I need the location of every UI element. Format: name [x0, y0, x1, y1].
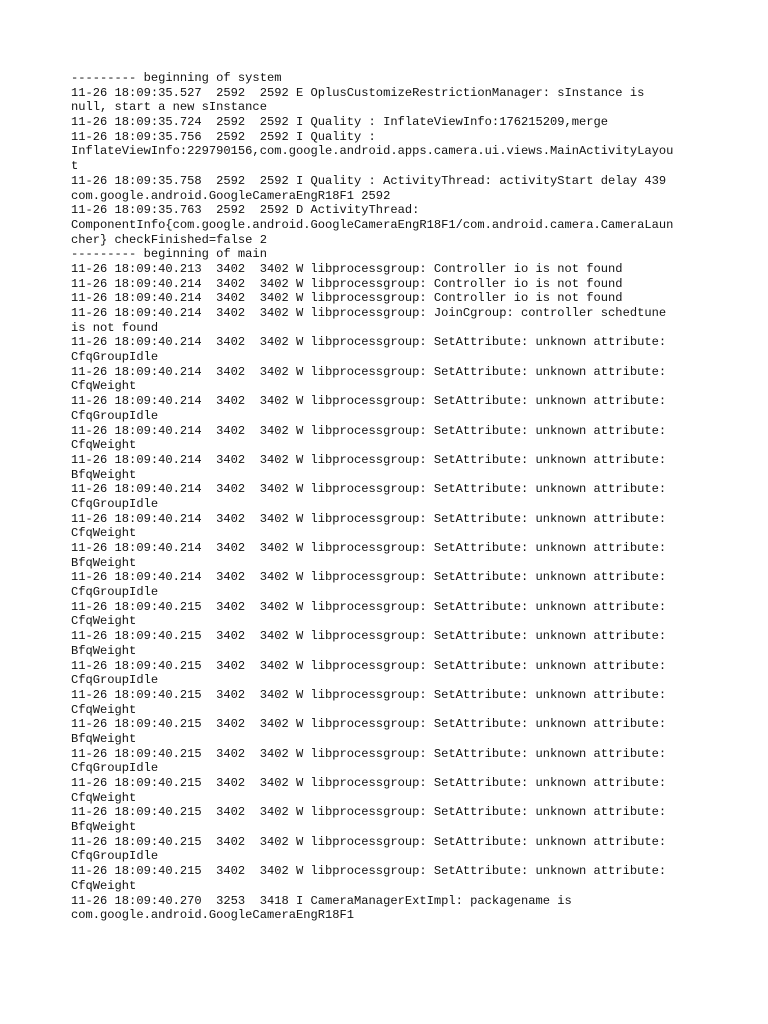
log-line: CfqWeight: [71, 614, 137, 629]
log-line: 11-26 18:09:40.214 3402 3402 W libprocessgroup: JoinCgroup: controller schedtune: [71, 306, 667, 320]
log-line: 11-26 18:09:35.763 2592 2592 D ActivityThread:: [71, 203, 420, 218]
log-line: 11-26 18:09:35.724 2592 2592 I Quality : InflateViewInfo:176215209,merge: [71, 115, 609, 130]
log-line: CfqGroupIdle: [71, 849, 159, 864]
log-line: 11-26 18:09:40.215 3402 3402 W libprocessgroup: SetAttribute: unknown attribute:: [71, 776, 667, 790]
log-line: 11-26 18:09:35.758 2592 2592 I Quality : ActivityThread: activityStart delay 439: [71, 173, 667, 188]
log-line: 11-26 18:09:40.214 3402 3402 W libprocessgroup: SetAttribute: unknown attribute:: [71, 570, 667, 585]
log-line: CfqGroupIdle: [71, 673, 159, 688]
log-line: 11-26 18:09:40.214 3402 3402 W libprocessgroup: SetAttribute: unknown attribute:: [71, 335, 667, 350]
log-line: InflateViewInfo:229790156,com.google.android.apps.camera.ui.views.MainActivityLayou: [71, 144, 674, 159]
log-text-block: [71, 71, 711, 923]
log-line: 11-26 18:09:40.270 3253 3418 I CameraManagerExtImpl: packagename is: [71, 893, 572, 908]
log-line: 11-26 18:09:40.214 3402 3402 W libprocessgroup: SetAttribute: unknown attribute:: [71, 452, 667, 467]
log-line: 11-26 18:09:40.214 3402 3402 W libprocessgroup: SetAttribute: unknown attribute:: [71, 364, 667, 379]
log-line: 11-26 18:09:40.215 3402 3402 W libprocessgroup: SetAttribute: unknown attribute:: [71, 805, 667, 820]
log-line: CfqGroupIdle: [71, 761, 159, 776]
log-line: --------- beginning of system: [71, 71, 282, 85]
log-line: CfqGroupIdle: [71, 350, 159, 365]
log-line: 11-26 18:09:40.215 3402 3402 W libprocessgroup: SetAttribute: unknown attribute:: [71, 717, 667, 732]
log-line: BfqWeight: [71, 820, 137, 835]
log-line: 11-26 18:09:35.756 2592 2592 I Quality :: [71, 129, 376, 144]
log-line: BfqWeight: [71, 467, 137, 482]
log-line: cher} checkFinished=false 2: [71, 232, 267, 247]
log-line: 11-26 18:09:40.214 3402 3402 W libprocessgroup: SetAttribute: unknown attribute:: [71, 482, 667, 497]
log-line: 11-26 18:09:35.527 2592 2592 E OplusCustomizeRestrictionManager: sInstance is: [71, 85, 645, 100]
log-line: 11-26 18:09:40.215 3402 3402 W libprocessgroup: SetAttribute: unknown attribute:: [71, 834, 667, 849]
log-line: CfqGroupIdle: [71, 496, 159, 511]
log-line: com.google.android.GoogleCameraEngR18F1: [71, 908, 355, 923]
log-line: is not found: [71, 320, 159, 335]
log-line: BfqWeight: [71, 555, 137, 570]
log-line: CfqGroupIdle: [71, 585, 159, 600]
log-line: CfqGroupIdle: [71, 408, 159, 423]
log-line: 11-26 18:09:40.213 3402 3402 W libprocessgroup: Controller io is not found: [71, 261, 623, 276]
log-line: 11-26 18:09:40.215 3402 3402 W libprocessgroup: SetAttribute: unknown attribute:: [71, 687, 667, 702]
log-line: --------- beginning of main: [71, 247, 267, 262]
log-line: 11-26 18:09:40.214 3402 3402 W libprocessgroup: Controller io is not found: [71, 276, 623, 291]
log-line: 11-26 18:09:40.214 3402 3402 W libprocessgroup: SetAttribute: unknown attribute:: [71, 394, 667, 409]
log-line: CfqWeight: [71, 702, 137, 717]
log-line: 11-26 18:09:40.215 3402 3402 W libprocessgroup: SetAttribute: unknown attribute:: [71, 599, 667, 614]
log-line: t: [71, 159, 79, 174]
log-line: CfqWeight: [71, 438, 137, 453]
log-line: 11-26 18:09:40.215 3402 3402 W libprocessgroup: SetAttribute: unknown attribute:: [71, 864, 667, 879]
log-line: ComponentInfo{com.google.android.GoogleCameraEngR18F1/com.android.camera.CameraLaun: [71, 217, 674, 232]
log-line: CfqWeight: [71, 790, 137, 805]
log-line: null, start a new sInstance: [71, 100, 267, 115]
log-line: CfqWeight: [71, 526, 137, 541]
log-line: 11-26 18:09:40.215 3402 3402 W libprocessgroup: SetAttribute: unknown attribute:: [71, 746, 667, 761]
log-line: BfqWeight: [71, 731, 137, 746]
log-line: 11-26 18:09:40.214 3402 3402 W libprocessgroup: SetAttribute: unknown attribute:: [71, 511, 667, 526]
log-line: 11-26 18:09:40.214 3402 3402 W libprocessgroup: SetAttribute: unknown attribute:: [71, 541, 667, 555]
log-line: com.google.android.GoogleCameraEngR18F1 2592: [71, 188, 391, 203]
log-line: BfqWeight: [71, 643, 137, 658]
log-line: 11-26 18:09:40.214 3402 3402 W libprocessgroup: Controller io is not found: [71, 291, 623, 306]
log-line: CfqWeight: [71, 379, 137, 394]
log-line: 11-26 18:09:40.215 3402 3402 W libprocessgroup: SetAttribute: unknown attribute:: [71, 658, 667, 673]
log-line: CfqWeight: [71, 878, 137, 893]
log-line: 11-26 18:09:40.215 3402 3402 W libprocessgroup: SetAttribute: unknown attribute:: [71, 629, 667, 644]
log-line: 11-26 18:09:40.214 3402 3402 W libprocessgroup: SetAttribute: unknown attribute:: [71, 423, 667, 438]
